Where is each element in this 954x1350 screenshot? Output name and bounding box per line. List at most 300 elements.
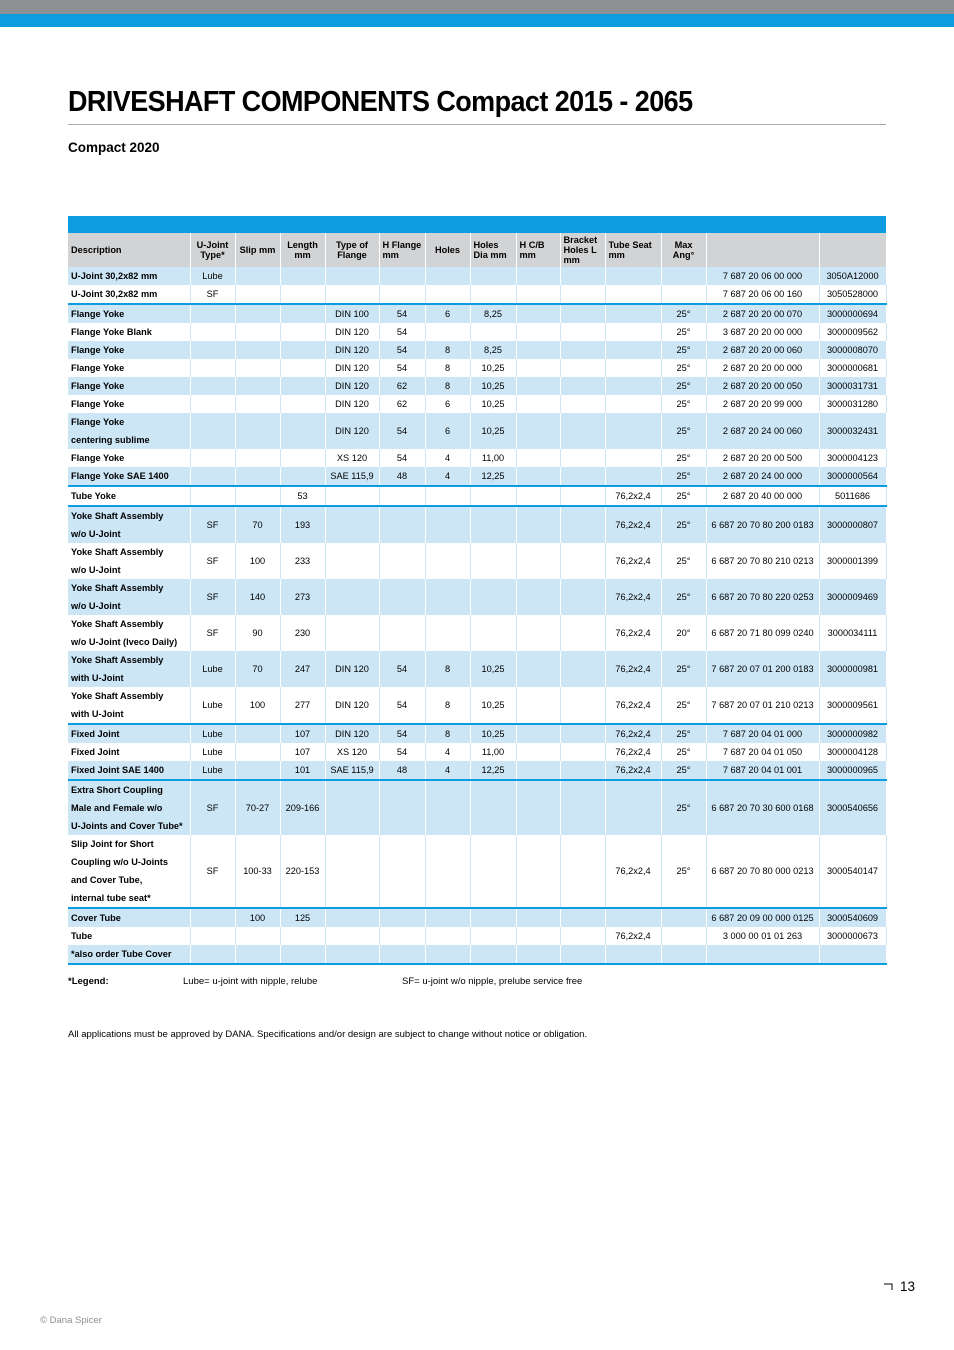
table-cell	[605, 359, 661, 377]
description-line: Yoke Shaft Assembly	[71, 583, 164, 593]
description-line: Flange Yoke	[71, 363, 125, 373]
table-cell: 3000000807	[819, 506, 886, 543]
table-cell	[516, 413, 560, 449]
table-body	[68, 267, 886, 964]
table-cell: 3 000 00 01 01 263	[706, 927, 819, 945]
table-cell: 3000031731	[819, 377, 886, 395]
table-cell: 7 687 20 07 01 210 0213	[706, 687, 819, 724]
table-cell: 100	[235, 543, 280, 579]
table-cell	[425, 579, 470, 615]
table-cell: 48	[379, 761, 425, 780]
table-row	[68, 927, 886, 945]
table-row	[68, 835, 886, 908]
row-description	[68, 945, 190, 964]
table-cell: SF	[190, 615, 235, 651]
description-line: Flange Yoke	[71, 417, 125, 427]
table-cell	[661, 927, 706, 945]
table-cell: 25°	[661, 579, 706, 615]
table-cell	[560, 761, 605, 780]
table-cell	[425, 927, 470, 945]
table-cell	[560, 341, 605, 359]
description-line: Male and Female w/o	[71, 803, 163, 813]
table-cell: 20°	[661, 615, 706, 651]
table-cell: DIN 100	[325, 304, 379, 323]
table-cell	[516, 724, 560, 743]
table-cell: DIN 120	[325, 377, 379, 395]
table-cell	[516, 780, 560, 835]
row-description	[68, 780, 190, 835]
table-cell	[325, 615, 379, 651]
table-cell	[325, 835, 379, 908]
table-cell: 3000000981	[819, 651, 886, 687]
table-cell	[190, 341, 235, 359]
table-cell	[235, 267, 280, 285]
table-cell: 3000000694	[819, 304, 886, 323]
table-cell	[325, 945, 379, 964]
description-line: with U-Joint	[71, 709, 124, 719]
table-cell: 25°	[661, 835, 706, 908]
table-cell	[560, 467, 605, 486]
table-cell	[516, 743, 560, 761]
table-cell: 76,2x2,4	[605, 579, 661, 615]
table-cell: 76,2x2,4	[605, 743, 661, 761]
table-cell	[605, 377, 661, 395]
table-cell: 3000008070	[819, 341, 886, 359]
table-cell: 76,2x2,4	[605, 761, 661, 780]
table-cell	[190, 323, 235, 341]
table-cell: 11,00	[470, 743, 516, 761]
table-cell: 25°	[661, 449, 706, 467]
table-cell: 7 687 20 06 00 000	[706, 267, 819, 285]
table-cell: 54	[379, 341, 425, 359]
table-cell	[280, 323, 325, 341]
table-cell	[560, 377, 605, 395]
table-cell	[516, 323, 560, 341]
table-cell	[560, 323, 605, 341]
header-cell: Holes Dia mm	[470, 233, 516, 267]
table-cell: Lube	[190, 651, 235, 687]
table-cell	[605, 908, 661, 927]
table-cell: SF	[190, 835, 235, 908]
table-cell	[661, 908, 706, 927]
table-cell	[280, 413, 325, 449]
table-cell: SF	[190, 780, 235, 835]
table-cell	[605, 323, 661, 341]
table-cell	[235, 945, 280, 964]
table-cell: SAE 115,9	[325, 761, 379, 780]
table-cell: 76,2x2,4	[605, 724, 661, 743]
legend-label: *Legend:	[68, 976, 109, 987]
table-cell: DIN 120	[325, 687, 379, 724]
table-cell	[379, 506, 425, 543]
table-cell: XS 120	[325, 449, 379, 467]
table-cell: 10,25	[470, 359, 516, 377]
page-number: 13	[900, 1279, 916, 1294]
table-cell	[560, 835, 605, 908]
table-cell: 4	[425, 761, 470, 780]
table-cell	[516, 506, 560, 543]
table-row	[68, 945, 886, 964]
table-cell: 3000540147	[819, 835, 886, 908]
table-cell: 7 687 20 06 00 160	[706, 285, 819, 304]
top-blue-bar	[0, 14, 954, 27]
table-cell	[235, 724, 280, 743]
table-cell: 2 687 20 20 00 500	[706, 449, 819, 467]
row-description	[68, 285, 190, 304]
table-cell: 233	[280, 543, 325, 579]
table-cell: 54	[379, 724, 425, 743]
table-cell	[470, 615, 516, 651]
table-cell	[661, 945, 706, 964]
table-row	[68, 780, 886, 835]
table-cell	[560, 579, 605, 615]
table-cell: 4	[425, 449, 470, 467]
table-row	[68, 615, 886, 651]
table-cell: 2 687 20 20 00 070	[706, 304, 819, 323]
legend-sf: SF= u-joint w/o nipple, prelube service free	[402, 976, 583, 987]
table-row	[68, 486, 886, 506]
table-cell: 76,2x2,4	[605, 506, 661, 543]
table-cell: 3000000982	[819, 724, 886, 743]
table-cell: 3000034111	[819, 615, 886, 651]
table-cell: 62	[379, 377, 425, 395]
table-cell: Lube	[190, 687, 235, 724]
description-line: w/o U-Joint	[71, 601, 121, 611]
row-description	[68, 341, 190, 359]
table-cell: 8,25	[470, 341, 516, 359]
table-row	[68, 323, 886, 341]
table-cell	[425, 543, 470, 579]
table-cell	[605, 780, 661, 835]
table-cell	[706, 945, 819, 964]
table-cell	[190, 908, 235, 927]
table-cell	[425, 945, 470, 964]
table-cell	[325, 908, 379, 927]
description-line: Yoke Shaft Assembly	[71, 619, 164, 629]
row-description	[68, 835, 190, 908]
table-cell: 3000540609	[819, 908, 886, 927]
row-description	[68, 267, 190, 285]
table-cell: 25°	[661, 413, 706, 449]
table-row	[68, 304, 886, 323]
table-cell: 100	[235, 908, 280, 927]
table-cell: 8	[425, 377, 470, 395]
table-cell: 277	[280, 687, 325, 724]
description-line: Tube	[71, 931, 93, 941]
table-cell	[516, 908, 560, 927]
page-subtitle: Compact 2020	[68, 140, 160, 155]
table-cell	[516, 377, 560, 395]
table-cell: 70	[235, 651, 280, 687]
table-cell	[560, 359, 605, 377]
row-description	[68, 687, 190, 724]
table-cell	[516, 543, 560, 579]
table-cell	[605, 341, 661, 359]
table-cell: 10,25	[470, 651, 516, 687]
header-cell	[706, 233, 819, 267]
table-cell	[235, 395, 280, 413]
table-cell: 6 687 20 71 80 099 0240	[706, 615, 819, 651]
table-cell	[560, 543, 605, 579]
table-cell	[560, 780, 605, 835]
table-cell: 6 687 20 70 80 220 0253	[706, 579, 819, 615]
description-line: U-Joint 30,2x82 mm	[71, 271, 158, 281]
table-cell	[560, 743, 605, 761]
table-cell: 3000000681	[819, 359, 886, 377]
table-cell: 7 687 20 04 01 000	[706, 724, 819, 743]
table-cell: 8,25	[470, 304, 516, 323]
table-cell	[605, 267, 661, 285]
table-row	[68, 413, 886, 449]
table-cell: 100-33	[235, 835, 280, 908]
row-description	[68, 743, 190, 761]
table-cell	[190, 486, 235, 506]
table-cell	[280, 467, 325, 486]
table-cell: 54	[379, 743, 425, 761]
table-cell	[560, 267, 605, 285]
table-cell: 10,25	[470, 395, 516, 413]
table-cell	[470, 908, 516, 927]
table-cell: 209-166	[280, 780, 325, 835]
table-cell: 25°	[661, 506, 706, 543]
description-line: w/o U-Joint (Iveco Daily)	[71, 637, 178, 647]
description-line: and Cover Tube,	[71, 875, 143, 885]
table-cell: 25°	[661, 687, 706, 724]
table-cell	[470, 285, 516, 304]
row-description	[68, 413, 190, 449]
table-cell: 54	[379, 687, 425, 724]
table-row	[68, 267, 886, 285]
table-cell: 4	[425, 743, 470, 761]
table-row	[68, 467, 886, 486]
table-cell	[819, 945, 886, 964]
table-row	[68, 543, 886, 579]
table-cell: 3000001399	[819, 543, 886, 579]
table-cell: DIN 120	[325, 724, 379, 743]
header-cell	[819, 233, 886, 267]
table-cell	[235, 467, 280, 486]
table-cell	[560, 687, 605, 724]
table-cell: 76,2x2,4	[605, 615, 661, 651]
table-cell	[235, 927, 280, 945]
table-cell: 101	[280, 761, 325, 780]
description-line: Flange Yoke	[71, 309, 125, 319]
row-description	[68, 304, 190, 323]
table-cell	[470, 543, 516, 579]
table-cell	[516, 359, 560, 377]
table-cell	[325, 486, 379, 506]
table-cell	[605, 945, 661, 964]
description-line: w/o U-Joint	[71, 529, 121, 539]
table-cell	[325, 780, 379, 835]
table-cell: Lube	[190, 267, 235, 285]
table-cell: 25°	[661, 467, 706, 486]
table-cell: 3000009469	[819, 579, 886, 615]
disclaimer-text: All applications must be approved by DANA. Specifications and/or design are subject to change without notice or obligation.	[68, 1029, 588, 1040]
description-line: centering sublime	[71, 435, 150, 445]
description-line: Cover Tube	[71, 913, 121, 923]
table-cell: 220-153	[280, 835, 325, 908]
table-cell: 54	[379, 651, 425, 687]
table-cell: 76,2x2,4	[605, 927, 661, 945]
table-cell: Lube	[190, 761, 235, 780]
description-line: Flange Yoke	[71, 453, 125, 463]
table-cell	[470, 267, 516, 285]
header-cell: Tube Seat mm	[605, 233, 661, 267]
table-cell	[280, 341, 325, 359]
table-cell	[235, 413, 280, 449]
table-cell	[470, 486, 516, 506]
table-row	[68, 579, 886, 615]
table-cell: 54	[379, 449, 425, 467]
table-cell	[560, 449, 605, 467]
table-cell: 11,00	[470, 449, 516, 467]
table-cell	[190, 377, 235, 395]
table-cell: 7 687 20 04 01 050	[706, 743, 819, 761]
table-row	[68, 377, 886, 395]
table-cell	[235, 341, 280, 359]
table-cell	[560, 651, 605, 687]
description-line: Yoke Shaft Assembly	[71, 655, 164, 665]
table-cell: 76,2x2,4	[605, 835, 661, 908]
table-cell	[280, 945, 325, 964]
table-cell	[235, 449, 280, 467]
table-cell	[560, 945, 605, 964]
table-cell: 54	[379, 359, 425, 377]
description-line: with U-Joint	[71, 673, 124, 683]
description-line: Flange Yoke	[71, 345, 125, 355]
table-cell	[379, 543, 425, 579]
table-cell	[235, 304, 280, 323]
table-cell	[235, 285, 280, 304]
table-cell	[560, 395, 605, 413]
table-cell	[379, 835, 425, 908]
row-description	[68, 377, 190, 395]
table-cell	[516, 395, 560, 413]
header-cell: U-Joint Type*	[190, 233, 235, 267]
table-cell	[470, 780, 516, 835]
table-cell: 6 687 20 70 30 600 0168	[706, 780, 819, 835]
top-grey-bar	[0, 0, 954, 14]
table-cell	[379, 908, 425, 927]
table-cell: SF	[190, 579, 235, 615]
table-cell	[325, 927, 379, 945]
table-cell	[560, 908, 605, 927]
table-cell: 193	[280, 506, 325, 543]
table-cell	[235, 761, 280, 780]
table-cell: 25°	[661, 341, 706, 359]
description-line: Flange Yoke SAE 1400	[71, 471, 169, 481]
table-cell: 70-27	[235, 780, 280, 835]
table-cell	[560, 304, 605, 323]
table-cell: 70	[235, 506, 280, 543]
table-cell: 10,25	[470, 724, 516, 743]
table-cell	[280, 359, 325, 377]
row-description	[68, 908, 190, 927]
table-cell	[280, 285, 325, 304]
components-table	[68, 216, 887, 965]
table-cell	[516, 927, 560, 945]
table-cell: 4	[425, 467, 470, 486]
table-cell	[425, 835, 470, 908]
table-cell: 62	[379, 395, 425, 413]
table-cell: 2 687 20 24 00 000	[706, 467, 819, 486]
table-cell	[190, 927, 235, 945]
table-cell	[425, 780, 470, 835]
table-cell	[605, 304, 661, 323]
table-cell	[379, 285, 425, 304]
description-line: Yoke Shaft Assembly	[71, 511, 164, 521]
table-cell	[516, 285, 560, 304]
table-row	[68, 687, 886, 724]
description-line: *also order Tube Cover	[71, 949, 172, 959]
description-line: Yoke Shaft Assembly	[71, 691, 164, 701]
table-header-row	[68, 233, 886, 267]
table-cell: 10,25	[470, 687, 516, 724]
header-cell: Type of Flange	[325, 233, 379, 267]
table-cell: 100	[235, 687, 280, 724]
table-cell	[190, 449, 235, 467]
table-cell: 7 687 20 07 01 200 0183	[706, 651, 819, 687]
table-cell	[325, 543, 379, 579]
table-cell: 2 687 20 20 00 060	[706, 341, 819, 359]
table-cell	[190, 413, 235, 449]
description-line: Tube Yoke	[71, 491, 116, 501]
table-cell: 12,25	[470, 467, 516, 486]
header-cell: Max Ang°	[661, 233, 706, 267]
table-row	[68, 908, 886, 927]
table-cell	[379, 267, 425, 285]
description-line: Fixed Joint	[71, 747, 120, 757]
table-cell	[560, 615, 605, 651]
table-cell: DIN 120	[325, 341, 379, 359]
description-line: w/o U-Joint	[71, 565, 121, 575]
table-cell: XS 120	[325, 743, 379, 761]
header-cell: H Flange mm	[379, 233, 425, 267]
table-cell: 25°	[661, 780, 706, 835]
description-line: U-Joints and Cover Tube*	[71, 821, 183, 831]
table-cell: DIN 120	[325, 323, 379, 341]
table-cell: Lube	[190, 743, 235, 761]
table-cell	[516, 615, 560, 651]
table-cell	[425, 908, 470, 927]
row-description	[68, 467, 190, 486]
table-row	[68, 359, 886, 377]
table-cell: 2 687 20 24 00 060	[706, 413, 819, 449]
table-cell	[470, 579, 516, 615]
table-cell: 76,2x2,4	[605, 651, 661, 687]
table-cell: 6 687 20 70 80 210 0213	[706, 543, 819, 579]
table-cell	[605, 395, 661, 413]
table-cell: 230	[280, 615, 325, 651]
table-cell: 6 687 20 70 80 000 0213	[706, 835, 819, 908]
table-cell: 12,25	[470, 761, 516, 780]
table-cell	[325, 267, 379, 285]
legend-lube: Lube= u-joint with nipple, relube	[183, 976, 318, 987]
table-cell	[425, 486, 470, 506]
table-cell: 25°	[661, 543, 706, 579]
table-cell	[280, 377, 325, 395]
table-cell: 8	[425, 687, 470, 724]
table-cell: 273	[280, 579, 325, 615]
table-row	[68, 341, 886, 359]
description-line: Yoke Shaft Assembly	[71, 547, 164, 557]
table-cell	[280, 927, 325, 945]
table-cell: 3000032431	[819, 413, 886, 449]
table-cell: 54	[379, 413, 425, 449]
row-description	[68, 359, 190, 377]
table-cell	[470, 323, 516, 341]
